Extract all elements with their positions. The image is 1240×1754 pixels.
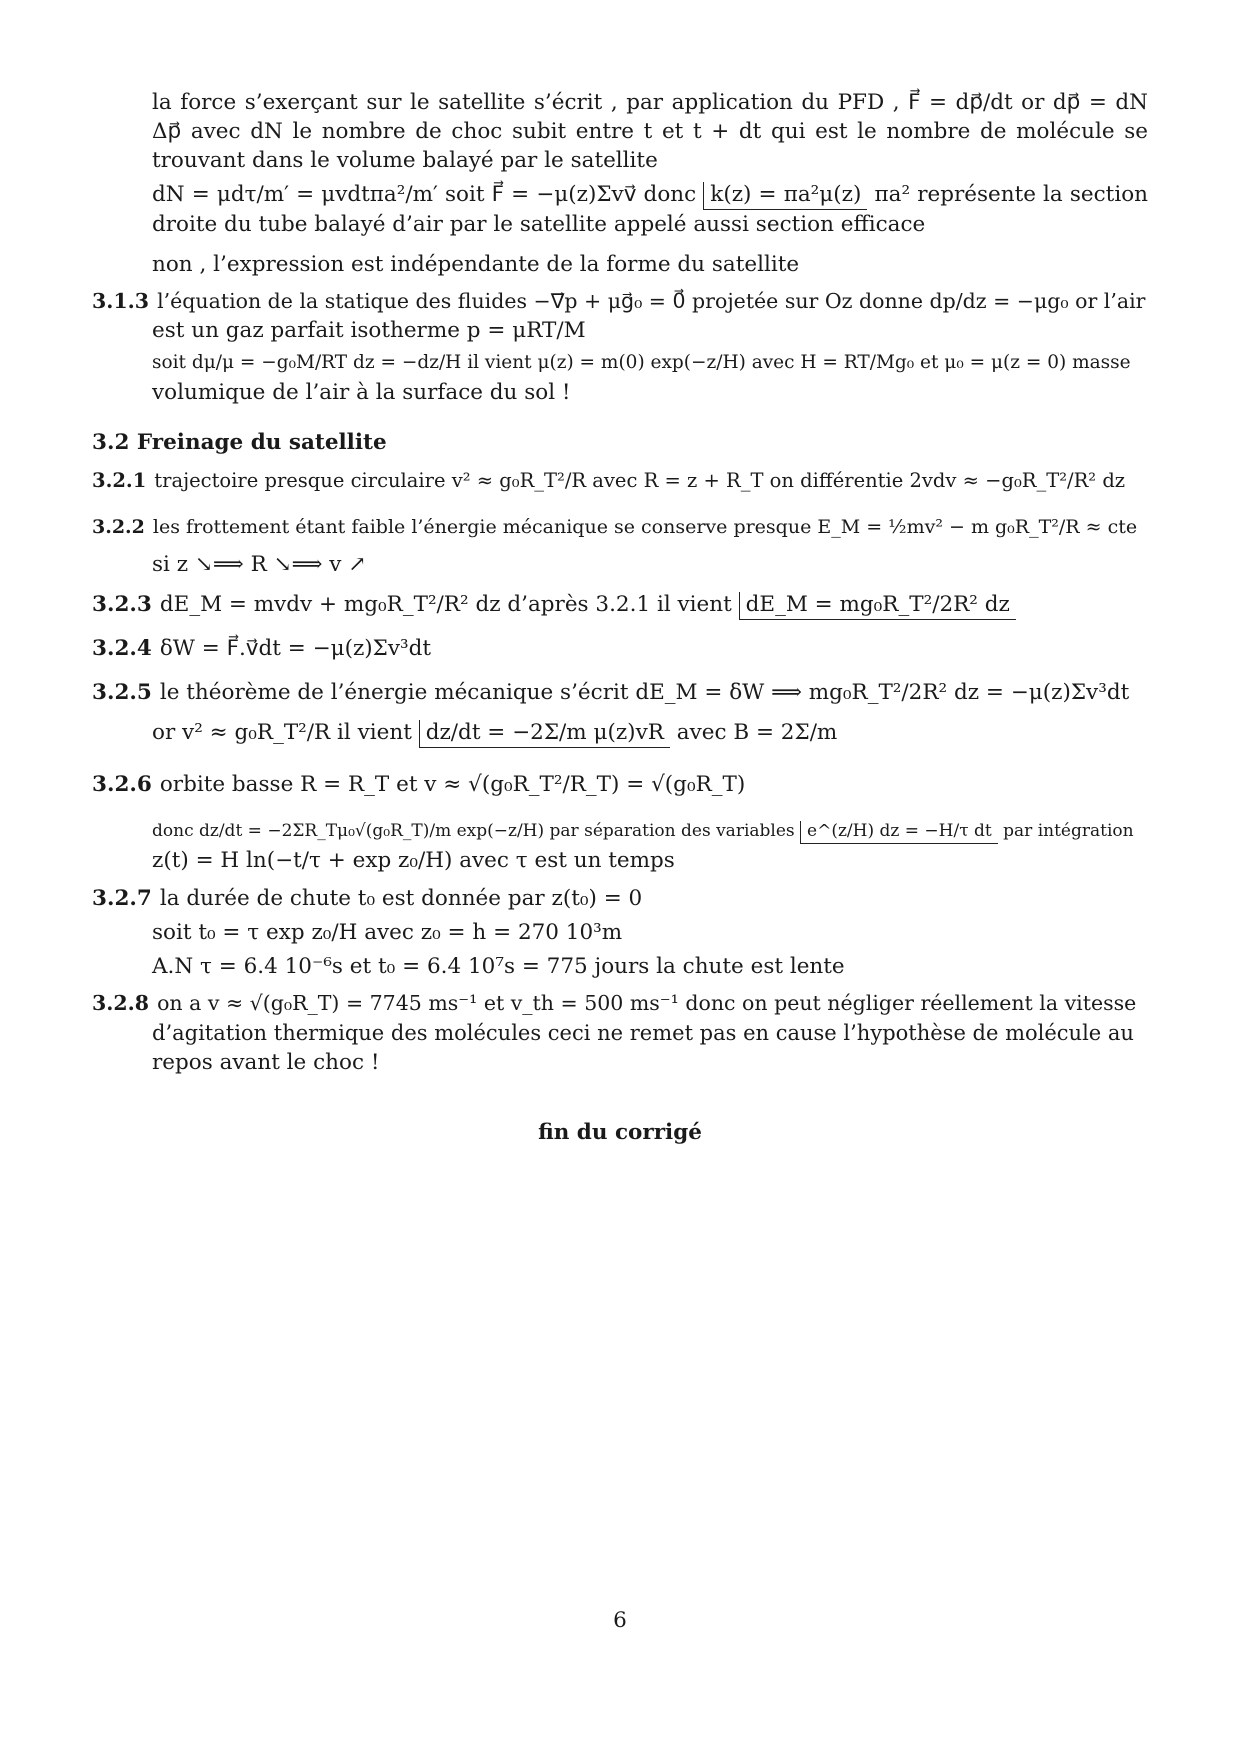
question-3-2-4 [92, 634, 1148, 664]
intro-formula: dN = μdτ/m′ = μvdtπa²/m′ soit F⃗ = −μ(z)Σvv⃗ donc [152, 182, 697, 207]
question-text-line-1: on a v ≈ √(g₀R_T) = 7745 ms⁻¹ et v_th = 500 ms⁻¹ donc on peut négliger réellement la vitesse [157, 991, 1137, 1015]
question-3-2-2 [92, 512, 1148, 580]
question-text-line-4: volumique de l’air à la surface du sol ! [152, 380, 571, 405]
boxed-result-dzdt: dz/dt = −2Σ/m μ(z)vR [419, 720, 670, 748]
question-number: 3.2.7 [92, 886, 152, 911]
boxed-result-k: k(z) = πa²μ(z) [703, 182, 867, 210]
question-text-line-1: les frottement étant faible l’énergie mécanique se conserve presque E_M = ½mv² − m g₀R_T²/R ≈ cte [152, 516, 1138, 538]
question-text-line-2a: or v² ≈ g₀R_T²/R il vient [152, 720, 412, 745]
question-text-line-1: orbite basse R = R_T et v ≈ √(g₀R_T²/R_T) = √(g₀R_T) [159, 772, 746, 797]
intro-remark: non , l’expression est indépendante de la forme du satellite [152, 252, 800, 277]
intro-formula-rest: πa² représente la section droite du tube balayé d’air par le satellite appelé aussi section efficace [152, 182, 1148, 237]
question-text-line-3: soit dμ/μ = −g₀M/RT dz = −dz/H il vient μ(z) = m(0) exp(−z/H) avec H = RT/Mg₀ et μ₀ = μ(z = 0) masse [152, 352, 1131, 373]
boxed-result-dEM: dE_M = mg₀R_T²/2R² dz [739, 592, 1016, 620]
question-number: 3.2.4 [92, 636, 152, 661]
question-text-line-2b: par intégration [1003, 821, 1134, 841]
end-of-correction: fin du corrigé [538, 1120, 702, 1145]
question-text-line-2: si z ↘⟹ R ↘⟹ v ↗ [152, 552, 367, 577]
question-3-2-7 [92, 884, 1148, 982]
question-text-line-1: le théorème de l’énergie mécanique s’écrit dE_M = δW ⟹ mg₀R_T²/2R² dz = −μ(z)Σv³dt [159, 680, 1130, 705]
question-text-line-2: d’agitation thermique des molécules ceci ne remet pas en cause l’hypothèse de molécule au [152, 1021, 1134, 1045]
question-number: 3.2.8 [92, 991, 150, 1015]
question-number: 3.2.6 [92, 772, 152, 797]
question-text-line-1: l’équation de la statique des fluides −∇⃗p + μg⃗₀ = 0⃗ projetée sur Oz donne dp/dz = −μg₀ or l’air [157, 289, 1146, 313]
question-text-line-2a: donc dz/dt = −2ΣR_Tμ₀√(g₀R_T)/m exp(−z/H) par séparation des variables [152, 821, 795, 841]
question-3-1-3 [92, 286, 1148, 408]
question-3-2-3 [92, 590, 1148, 620]
question-number: 3.2.3 [92, 592, 152, 617]
question-text-line-2b: avec B = 2Σ/m [676, 720, 838, 745]
boxed-result-separation: e^(z/H) dz = −H/τ dt [800, 821, 998, 844]
question-text-line-1: la durée de chute t₀ est donnée par z(t₀) = 0 [159, 886, 643, 911]
question-3-2-1 [92, 466, 1148, 496]
question-3-2-6 [92, 770, 1148, 876]
question-text: dE_M = mvdv + mg₀R_T²/R² dz d’après 3.2.1 il vient [159, 592, 732, 617]
question-text: δW = F⃗.v⃗dt = −μ(z)Σv³dt [159, 636, 432, 661]
question-number: 3.2.5 [92, 680, 152, 705]
question-text-line-2 [92, 816, 1148, 846]
question-text-line-2 [92, 718, 1148, 748]
question-text: trajectoire presque circulaire v² ≈ g₀R_T²/R avec R = z + R_T on différentie 2vdv ≈ −g₀R_T²/R² dz [154, 469, 1126, 492]
question-text-line-3: A.N τ = 6.4 10⁻⁶s et t₀ = 6.4 10⁷s = 775 jours la chute est lente [152, 954, 845, 979]
page-number: 6 [613, 1608, 627, 1633]
question-text-line-3: z(t) = H ln(−t/τ + exp z₀/H) avec τ est un temps [152, 848, 675, 873]
question-number: 3.1.3 [92, 289, 150, 313]
question-text-line-3: repos avant le choc ! [152, 1050, 380, 1075]
intro-paragraph: la force s’exerçant sur le satellite s’écrit , par application du PFD , F⃗ = dp⃗/dt or dp⃗ = dN Δp⃗ avec dN le nombre de choc subit entre t et t + dt qui est le nombre de molécule se trouvant dans le volume balayé par le satellite [152, 90, 1148, 173]
question-3-2-8 [92, 988, 1148, 1078]
intro-formula-paragraph [152, 180, 1148, 240]
question-number: 3.2.1 [92, 469, 147, 492]
question-text-line-2: est un gaz parfait isotherme p = μRT/M [152, 318, 586, 343]
question-number: 3.2.2 [92, 516, 145, 538]
section-title: 3.2 Freinage du satellite [92, 430, 387, 455]
question-3-2-5 [92, 678, 1148, 748]
question-text-line-2: soit t₀ = τ exp z₀/H avec z₀ = h = 270 10³m [152, 920, 623, 945]
